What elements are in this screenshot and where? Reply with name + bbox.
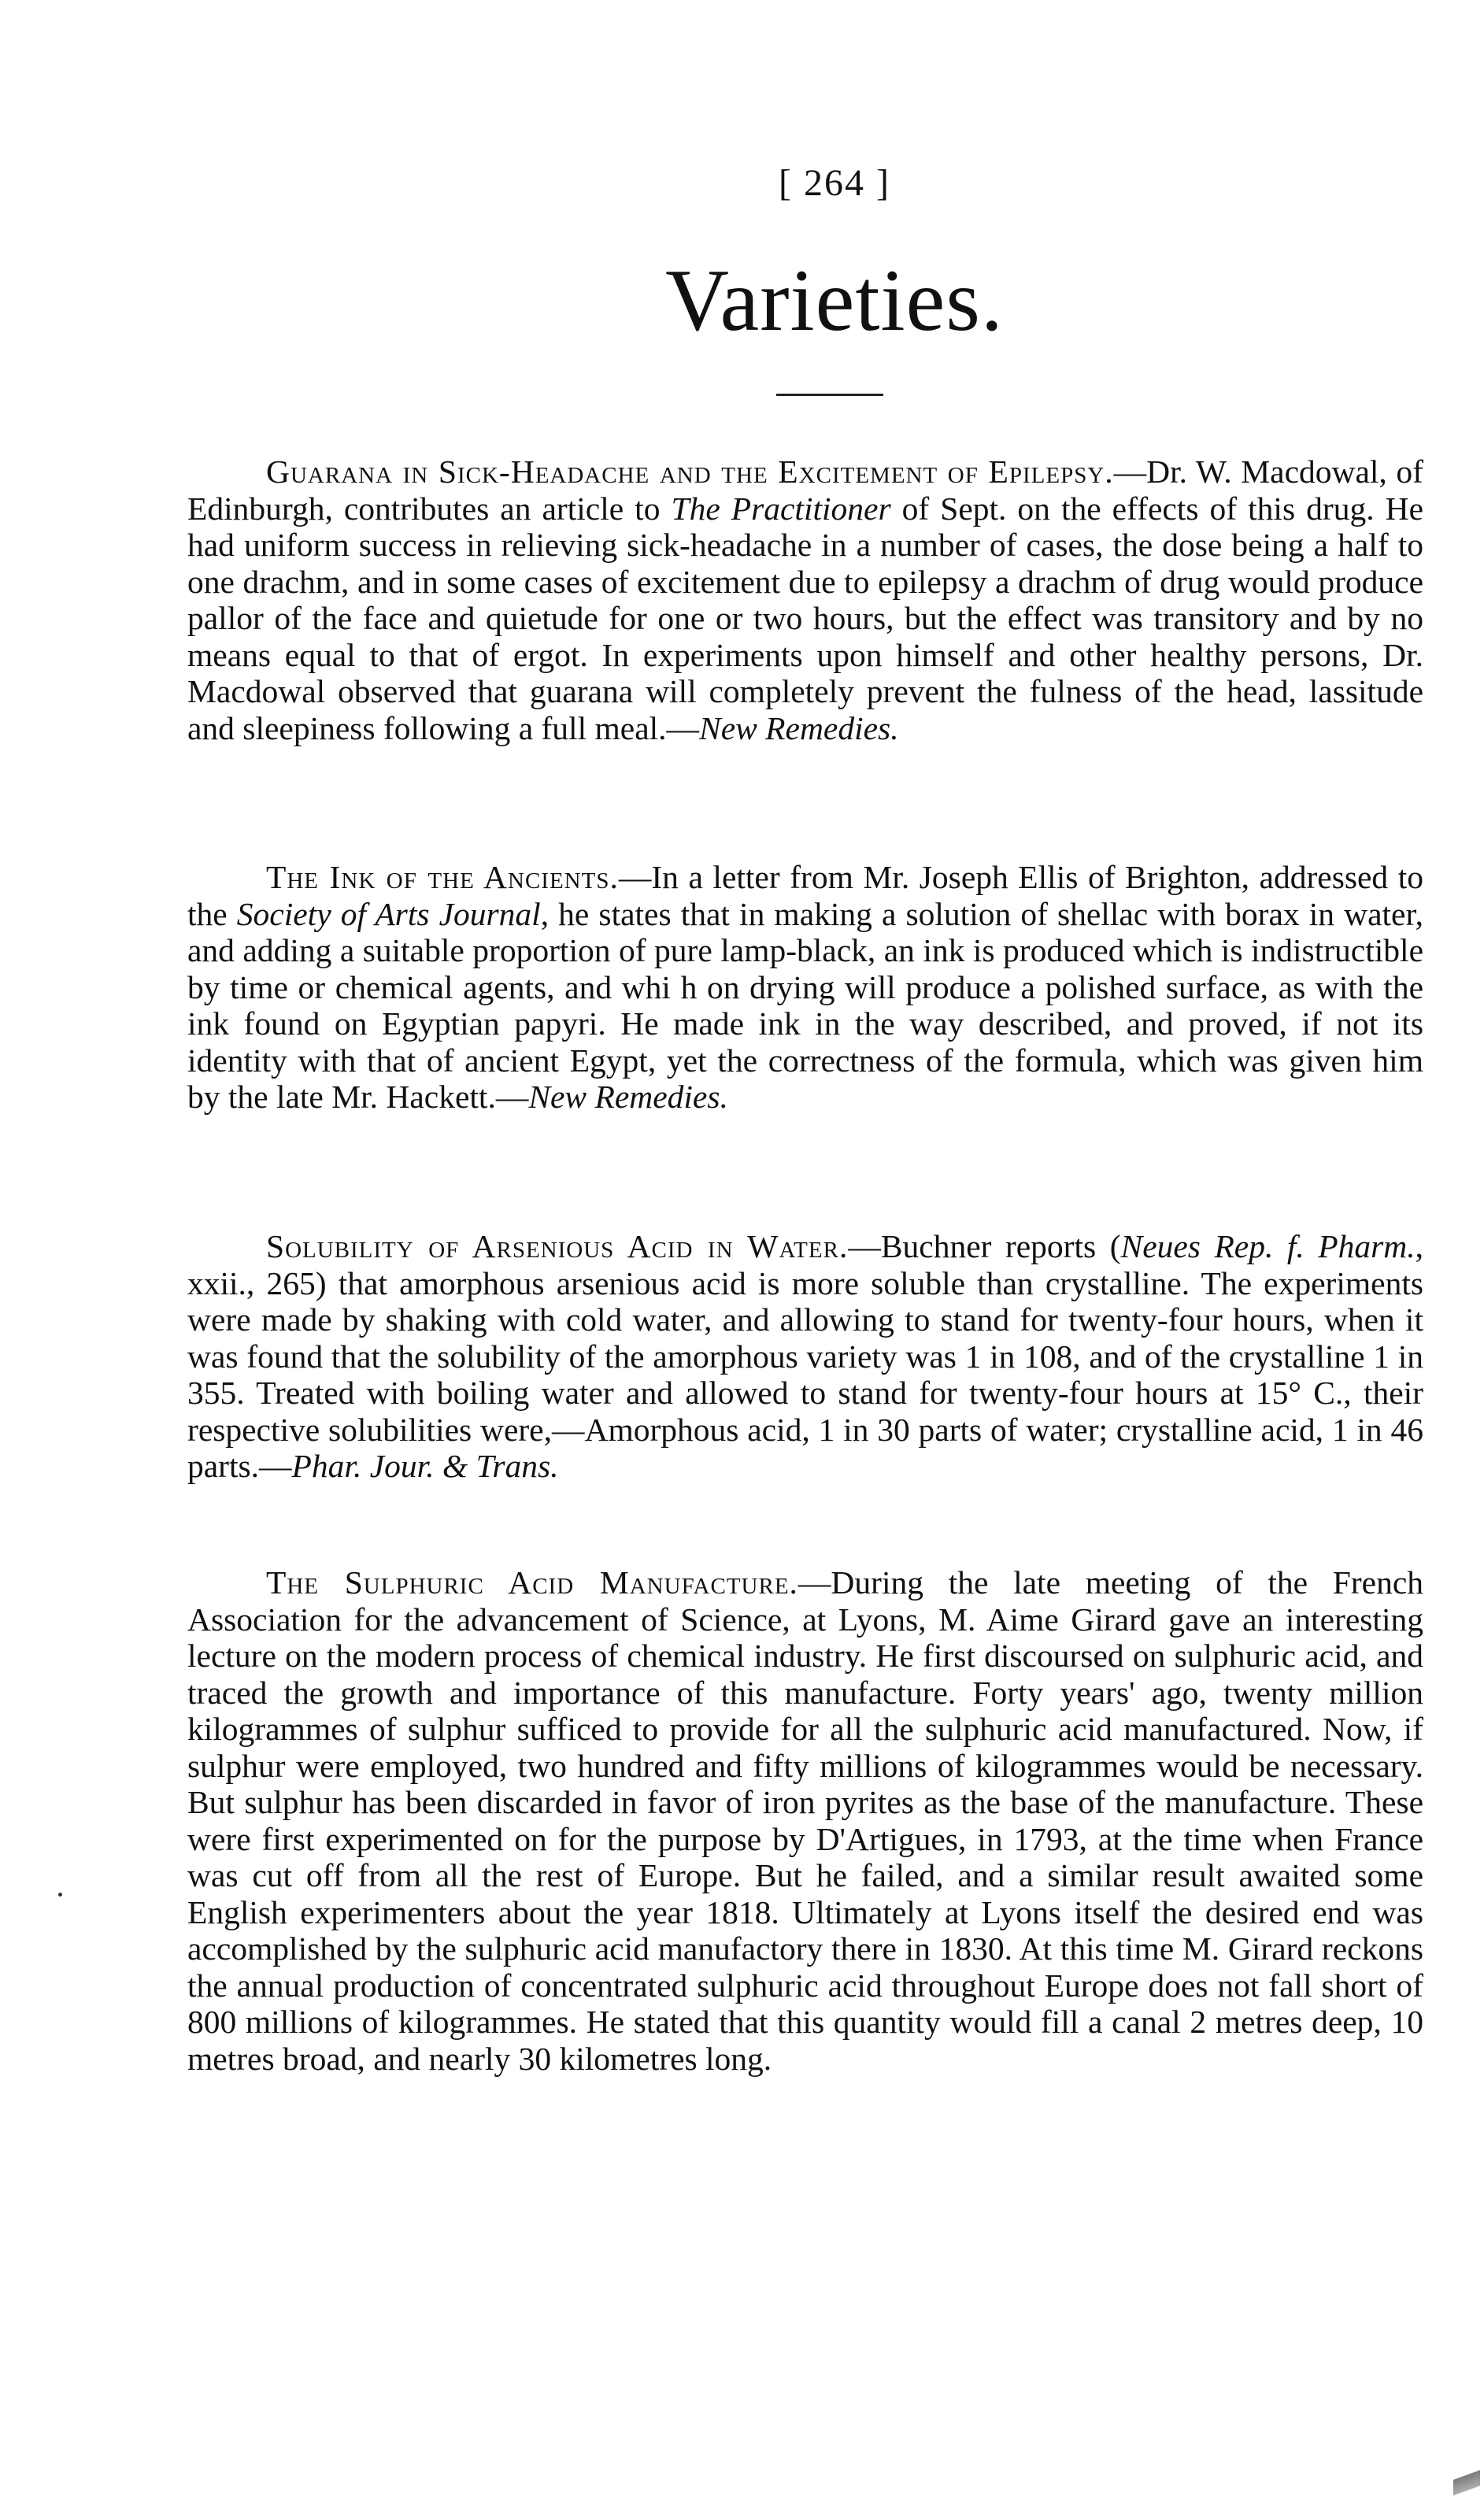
- article-heading: Guarana in Sick-Headache and the Excitement of Epilepsy.: [266, 453, 1114, 490]
- article-heading: The Ink of the Ancients.: [266, 859, 619, 895]
- article-heading: The Sulphuric Acid Manufacture.: [266, 1564, 798, 1601]
- article-guarana: [187, 453, 1423, 746]
- article-body-continued: of Sept. on the effects of this drug. He had uniform success in relieving sick-headache in a number of cases, the dose being a half to one drachm, and in some cases of excitement due to epilepsy a drachm of drug would produce pallor of the face and quietude for one or two hours, but the effect was transitory and by no means equal to that of ergot. In experiments upon himself and other healthy persons, Dr. Macdowal observed that guarana will completely prevent the fulness of the head, lassitude and sleepiness following a full meal.—: [187, 490, 1423, 746]
- ink-speck: [58, 1893, 62, 1897]
- article-body: —In a letter from Mr. Joseph Ellis of Brighton, addressed to the: [187, 859, 1423, 932]
- page-number: [ 264 ]: [779, 162, 890, 204]
- article-source: New Remedies.: [699, 709, 899, 746]
- section-title: Varieties.: [665, 252, 1004, 350]
- journal-title: The Practitioner: [671, 490, 891, 527]
- article-ink: [187, 859, 1423, 1116]
- article-body-continued: , xxii., 265) that amorphous arsenious acid is more soluble than crystalline. The experiments were made by shaking with cold water, and allowing to stand for twenty-four hours, when it was found that the solubility of the amorphous variety was 1 in 108, and of the crystalline 1 in 355. Treated with boiling water and allowed to stand for twenty-four hours at 15° C., their respective solubilities were,—Amorphous acid, 1 in 30 parts of water; crystalline acid, 1 in 46 parts.—: [187, 1228, 1423, 1484]
- page-corner-mark: [1453, 2458, 1480, 2510]
- article-body: —Buchner reports (: [848, 1228, 1121, 1264]
- article-heading: Solubility of Arsenious Acid in Water.: [266, 1228, 849, 1264]
- article-body: —During the late meeting of the French Association for the advancement of Science, at Lyons, M. Aime Girard gave an interesting lecture on the modern process of chemical industry. He first discoursed on sulphuric acid, and traced the growth and importance of this manufacture. Forty years' ago, twenty million kilogrammes of sulphur sufficed to provide for all the sulphuric acid manufactured. Now, if sulphur were employed, two hundred and fifty millions of kilogrammes would be necessary. But sulphur has been discarded in favor of iron pyrites as the base of the manufacture. These were first experimented on for the purpose by D'Artigues, in 1793, at the time when France was cut off from all the rest of Europe. But he failed, and a similar result awaited some English experimenters about the year 1818. Ultimately at Lyons itself the desired end was accomplished by the sulphuric acid manufactory there in 1830. At this time M. Girard reckons the annual production of concentrated sulphuric acid throughout Europe does not fall short of 800 millions of kilogrammes. He stated that this quantity would fill a canal 2 metres deep, 10 metres broad, and nearly 30 kilometres long.: [187, 1564, 1423, 2077]
- article-source: Phar. Jour. & Trans.: [291, 1448, 559, 1484]
- title-divider: [776, 394, 883, 396]
- journal-title: Society of Arts Journal: [236, 895, 541, 932]
- article-arsenious-acid: [187, 1228, 1423, 1485]
- article-body-continued: , he states that in making a solution of shellac with borax in water, and adding a suitable proportion of pure lamp-black, an ink is produced which is indistructible by time or chemical agents, and whi h on drying will produce a polished surface, as with the ink found on Egyptian papyri. He made ink in the way described, and proved, if not its identity with that of ancient Egypt, yet the correctness of the formula, which was given him by the late Mr. Hackett.—: [187, 895, 1423, 1115]
- article-body: —Dr. W. Macdowal, of Edinburgh, contributes an article to: [187, 453, 1423, 527]
- journal-title: Neues Rep. f. Pharm.: [1120, 1228, 1416, 1264]
- article-sulphuric-acid: [187, 1564, 1423, 2077]
- article-source: New Remedies.: [528, 1079, 728, 1115]
